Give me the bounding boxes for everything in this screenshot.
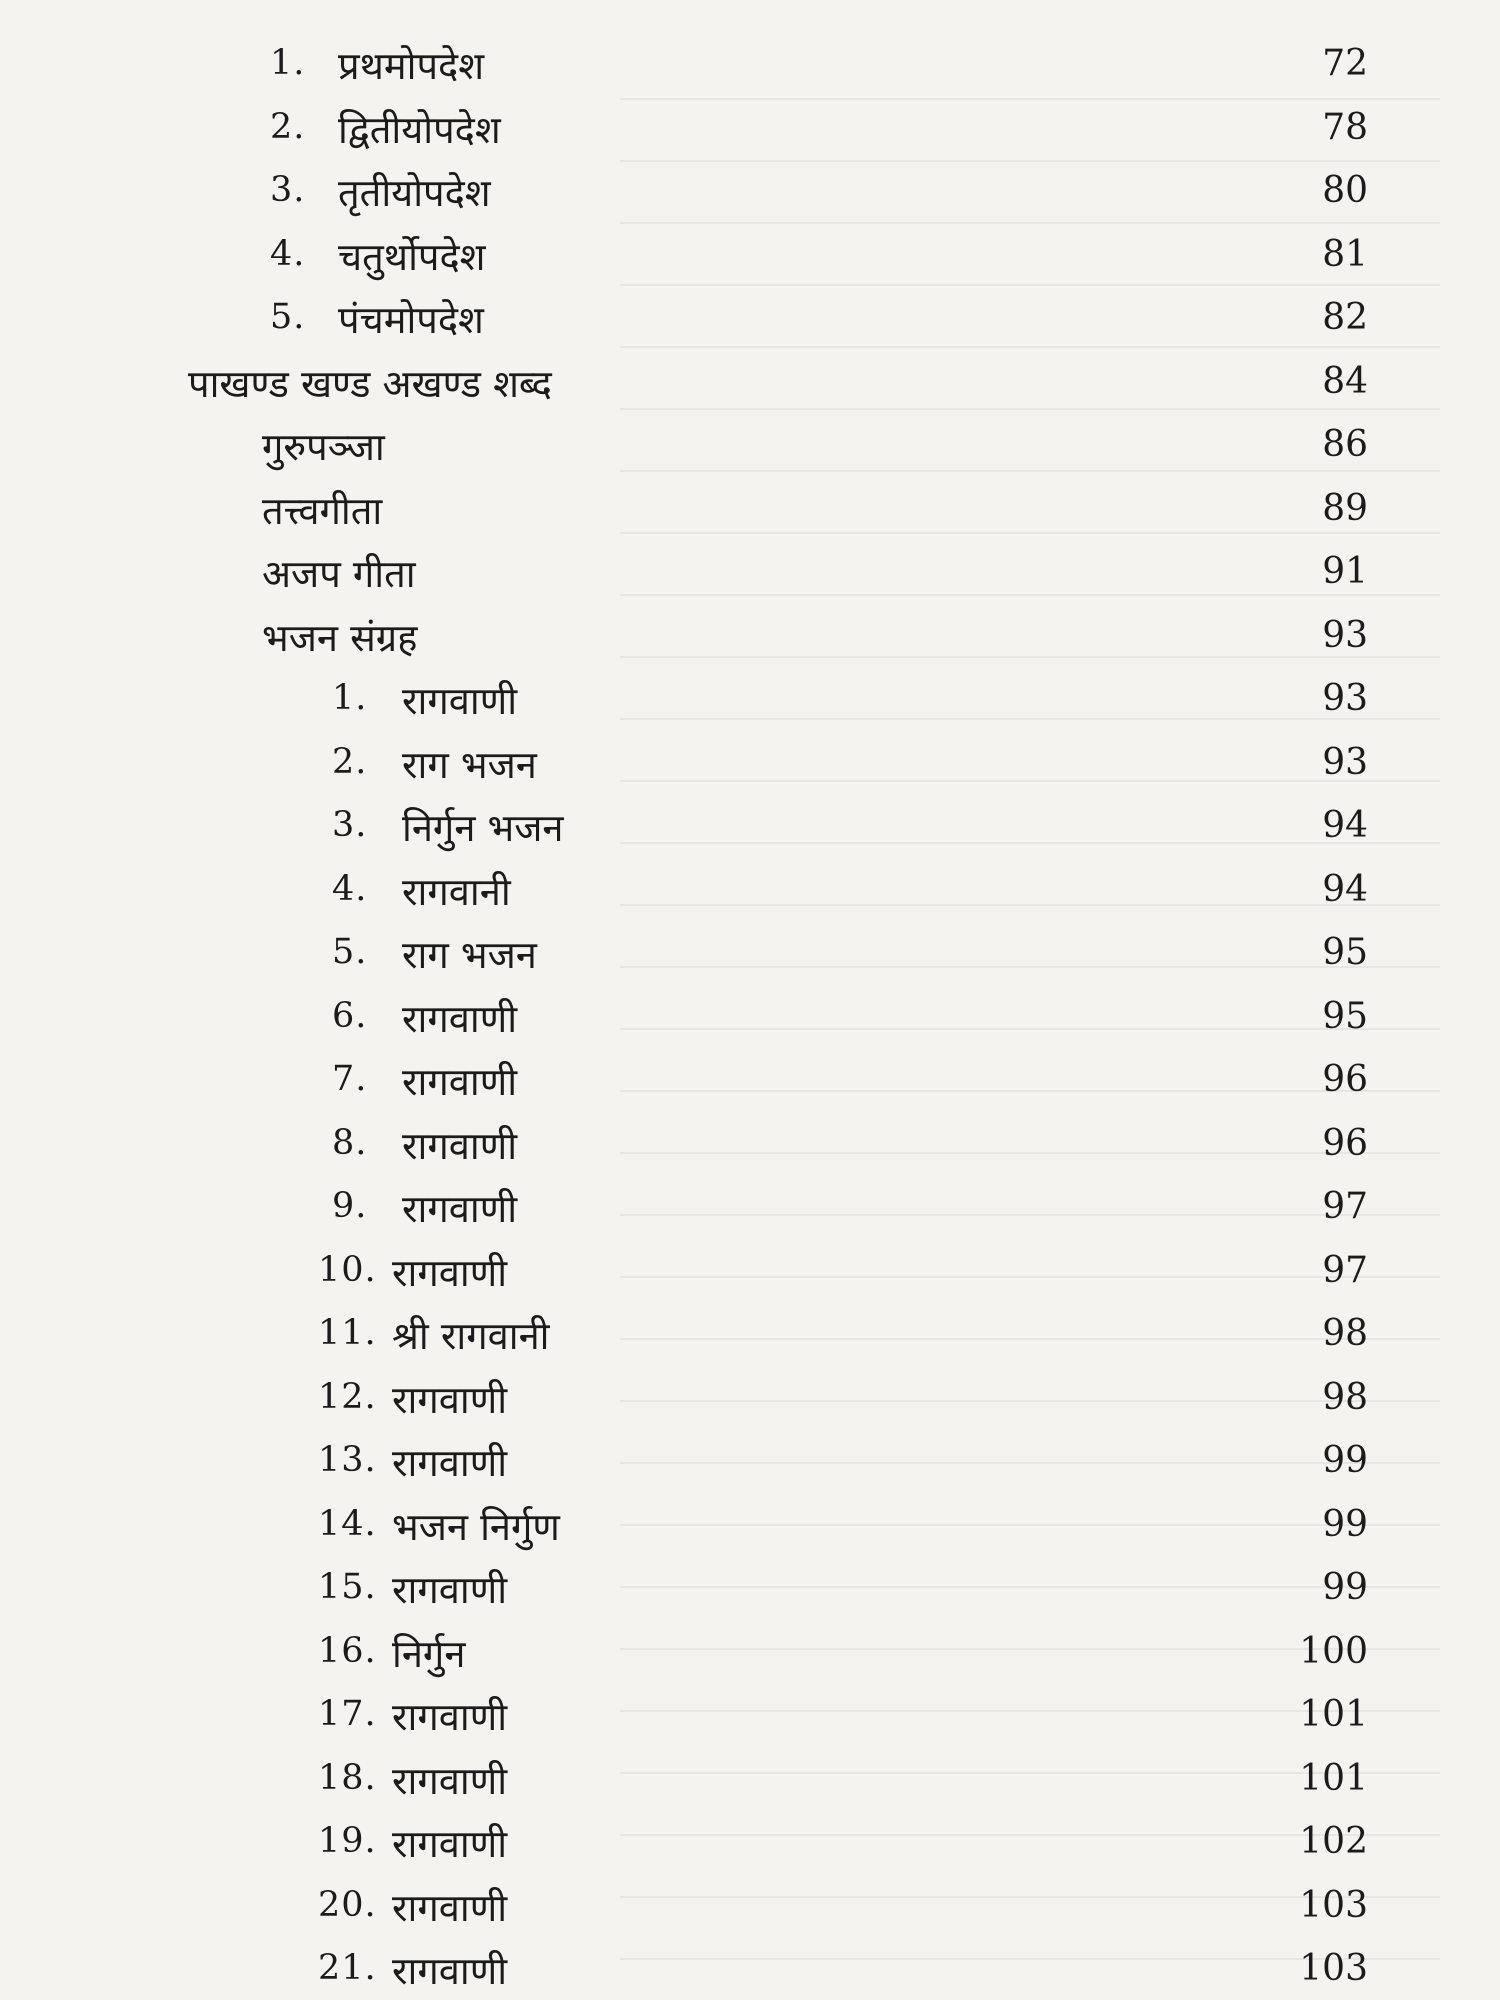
toc-entry-title: रागवाणी xyxy=(392,1695,508,1739)
toc-entry xyxy=(0,607,1500,671)
toc-entry-number: 11. xyxy=(318,1313,377,1353)
toc-entry-title: रागवाणी xyxy=(402,1123,518,1168)
toc-entry-title: अजप गीता xyxy=(262,552,416,596)
toc-entry-page-number: 94 xyxy=(1322,868,1368,910)
toc-entry-number: 9. xyxy=(332,1186,368,1226)
toc-entry-page-number: 98 xyxy=(1322,1313,1368,1354)
toc-entry-title: रागवाणी xyxy=(402,679,518,723)
toc-entry-number: 14. xyxy=(318,1503,377,1544)
toc-entry-title: प्रथमोपदेश xyxy=(338,44,485,88)
toc-entry xyxy=(0,1305,1500,1369)
toc-entry-number: 7. xyxy=(332,1059,368,1099)
toc-entry-number: 1. xyxy=(270,43,306,83)
toc-entry-page-number: 96 xyxy=(1322,1122,1368,1164)
toc-entry-page-number: 101 xyxy=(1299,1694,1368,1735)
toc-entry-number: 16. xyxy=(318,1630,377,1671)
toc-entry-title: भजन संग्रह xyxy=(262,615,418,660)
toc-entry xyxy=(0,35,1500,99)
toc-entry-number: 19. xyxy=(318,1821,377,1861)
toc-entry xyxy=(0,1750,1500,1814)
toc-entry-number: 5. xyxy=(332,932,368,972)
toc-entry xyxy=(0,1813,1500,1877)
toc-entry-title: निर्गुन xyxy=(392,1631,466,1676)
toc-entry-page-number: 89 xyxy=(1322,487,1368,529)
toc-entry-number: 12. xyxy=(318,1376,377,1417)
toc-entry xyxy=(0,670,1500,734)
toc-entry xyxy=(0,1432,1500,1496)
toc-entry xyxy=(0,861,1500,925)
toc-entry xyxy=(0,1242,1500,1306)
toc-entry-title: रागवाणी xyxy=(392,1377,508,1422)
toc-entry-page-number: 78 xyxy=(1322,106,1368,148)
toc-entry-title: द्वितीयोपदेश xyxy=(338,107,501,152)
toc-entry-page-number: 81 xyxy=(1322,233,1368,275)
toc-entry-title: रागवाणी xyxy=(392,1949,508,1993)
table-of-contents xyxy=(0,35,1500,2000)
toc-entry xyxy=(0,99,1500,163)
toc-entry-page-number: 72 xyxy=(1322,43,1368,84)
toc-entry-page-number: 80 xyxy=(1322,170,1368,211)
toc-entry xyxy=(0,353,1500,417)
toc-entry-page-number: 91 xyxy=(1322,551,1368,592)
toc-entry xyxy=(0,988,1500,1052)
toc-entry xyxy=(0,1623,1500,1687)
toc-entry-title: रागवाणी xyxy=(402,1060,518,1104)
toc-entry xyxy=(0,1686,1500,1750)
toc-entry-page-number: 99 xyxy=(1322,1567,1368,1608)
toc-entry-number: 2. xyxy=(270,106,306,147)
toc-entry-page-number: 103 xyxy=(1299,1884,1368,1926)
toc-entry-page-number: 97 xyxy=(1322,1249,1368,1291)
toc-entry xyxy=(0,226,1500,290)
toc-entry xyxy=(0,1940,1500,2000)
toc-entry-title: गुरुपञ्जा xyxy=(262,425,385,469)
toc-entry-number: 2. xyxy=(332,741,368,782)
toc-entry-number: 21. xyxy=(318,1948,377,1988)
toc-entry-title: श्री रागवानी xyxy=(392,1314,550,1358)
toc-entry-page-number: 84 xyxy=(1322,360,1368,402)
toc-entry-number: 10. xyxy=(318,1249,377,1290)
toc-entry-page-number: 103 xyxy=(1299,1948,1368,1989)
toc-entry xyxy=(0,1496,1500,1560)
toc-entry xyxy=(0,1115,1500,1179)
toc-entry-page-number: 96 xyxy=(1322,1059,1368,1100)
toc-entry-title: रागवाणी xyxy=(402,1187,518,1231)
toc-entry xyxy=(0,162,1500,226)
toc-entry-number: 20. xyxy=(318,1884,377,1925)
toc-entry xyxy=(0,797,1500,861)
toc-entry-number: 18. xyxy=(318,1757,377,1798)
toc-entry xyxy=(0,734,1500,798)
toc-entry-page-number: 102 xyxy=(1299,1821,1368,1862)
toc-entry-title: निर्गुन भजन xyxy=(402,806,564,850)
toc-entry xyxy=(0,1559,1500,1623)
toc-entry-page-number: 93 xyxy=(1322,741,1368,783)
toc-entry-page-number: 100 xyxy=(1299,1630,1368,1672)
toc-entry xyxy=(0,1178,1500,1242)
toc-entry xyxy=(0,1369,1500,1433)
toc-entry-title: रागवाणी xyxy=(392,1568,508,1612)
toc-entry-number: 17. xyxy=(318,1694,377,1734)
toc-entry-number: 8. xyxy=(332,1122,368,1163)
toc-entry-number: 3. xyxy=(270,170,306,210)
toc-entry-title: राग भजन xyxy=(402,933,537,977)
toc-entry-number: 1. xyxy=(332,678,368,718)
toc-entry xyxy=(0,543,1500,607)
toc-entry-title: तृतीयोपदेश xyxy=(338,171,491,215)
toc-entry-page-number: 94 xyxy=(1322,805,1368,846)
toc-entry xyxy=(0,289,1500,353)
toc-entry-title: चतुर्थोपदेश xyxy=(338,234,486,279)
toc-entry-page-number: 95 xyxy=(1322,995,1368,1037)
toc-entry-page-number: 93 xyxy=(1322,678,1368,719)
toc-entry-title: भजन निर्गुण xyxy=(392,1504,560,1549)
toc-entry-number: 3. xyxy=(332,805,368,845)
toc-entry-page-number: 93 xyxy=(1322,614,1368,656)
toc-entry-title: पाखण्ड खण्ड अखण्ड शब्द xyxy=(188,361,552,406)
toc-entry-page-number: 86 xyxy=(1322,424,1368,465)
toc-entry-number: 6. xyxy=(332,995,368,1036)
toc-entry-number: 15. xyxy=(318,1567,377,1607)
toc-entry-title: रागवाणी xyxy=(392,1250,508,1295)
toc-entry-title: तत्त्वगीता xyxy=(262,488,383,533)
toc-entry xyxy=(0,1051,1500,1115)
toc-entry-page-number: 82 xyxy=(1322,297,1368,338)
toc-entry-page-number: 99 xyxy=(1322,1440,1368,1481)
toc-entry-page-number: 98 xyxy=(1322,1376,1368,1418)
toc-entry-page-number: 99 xyxy=(1322,1503,1368,1545)
toc-entry-title: राग भजन xyxy=(402,742,537,787)
toc-entry xyxy=(0,480,1500,544)
toc-entry-title: पंचमोपदेश xyxy=(338,298,484,342)
toc-entry-number: 13. xyxy=(318,1440,377,1480)
toc-entry-number: 5. xyxy=(270,297,306,337)
toc-entry-number: 4. xyxy=(270,233,306,274)
toc-entry xyxy=(0,1877,1500,1941)
toc-entry-title: रागवाणी xyxy=(392,1758,508,1803)
toc-entry-title: रागवाणी xyxy=(392,1885,508,1930)
toc-entry-page-number: 97 xyxy=(1322,1186,1368,1227)
toc-entry xyxy=(0,416,1500,480)
toc-entry-title: रागवाणी xyxy=(392,1441,508,1485)
toc-entry-page-number: 101 xyxy=(1299,1757,1368,1799)
toc-entry-title: रागवाणी xyxy=(392,1822,508,1866)
toc-entry-page-number: 95 xyxy=(1322,932,1368,973)
toc-entry xyxy=(0,924,1500,988)
toc-entry-title: रागवाणी xyxy=(402,996,518,1041)
toc-entry-number: 4. xyxy=(332,868,368,909)
toc-entry-title: रागवानी xyxy=(402,869,511,914)
